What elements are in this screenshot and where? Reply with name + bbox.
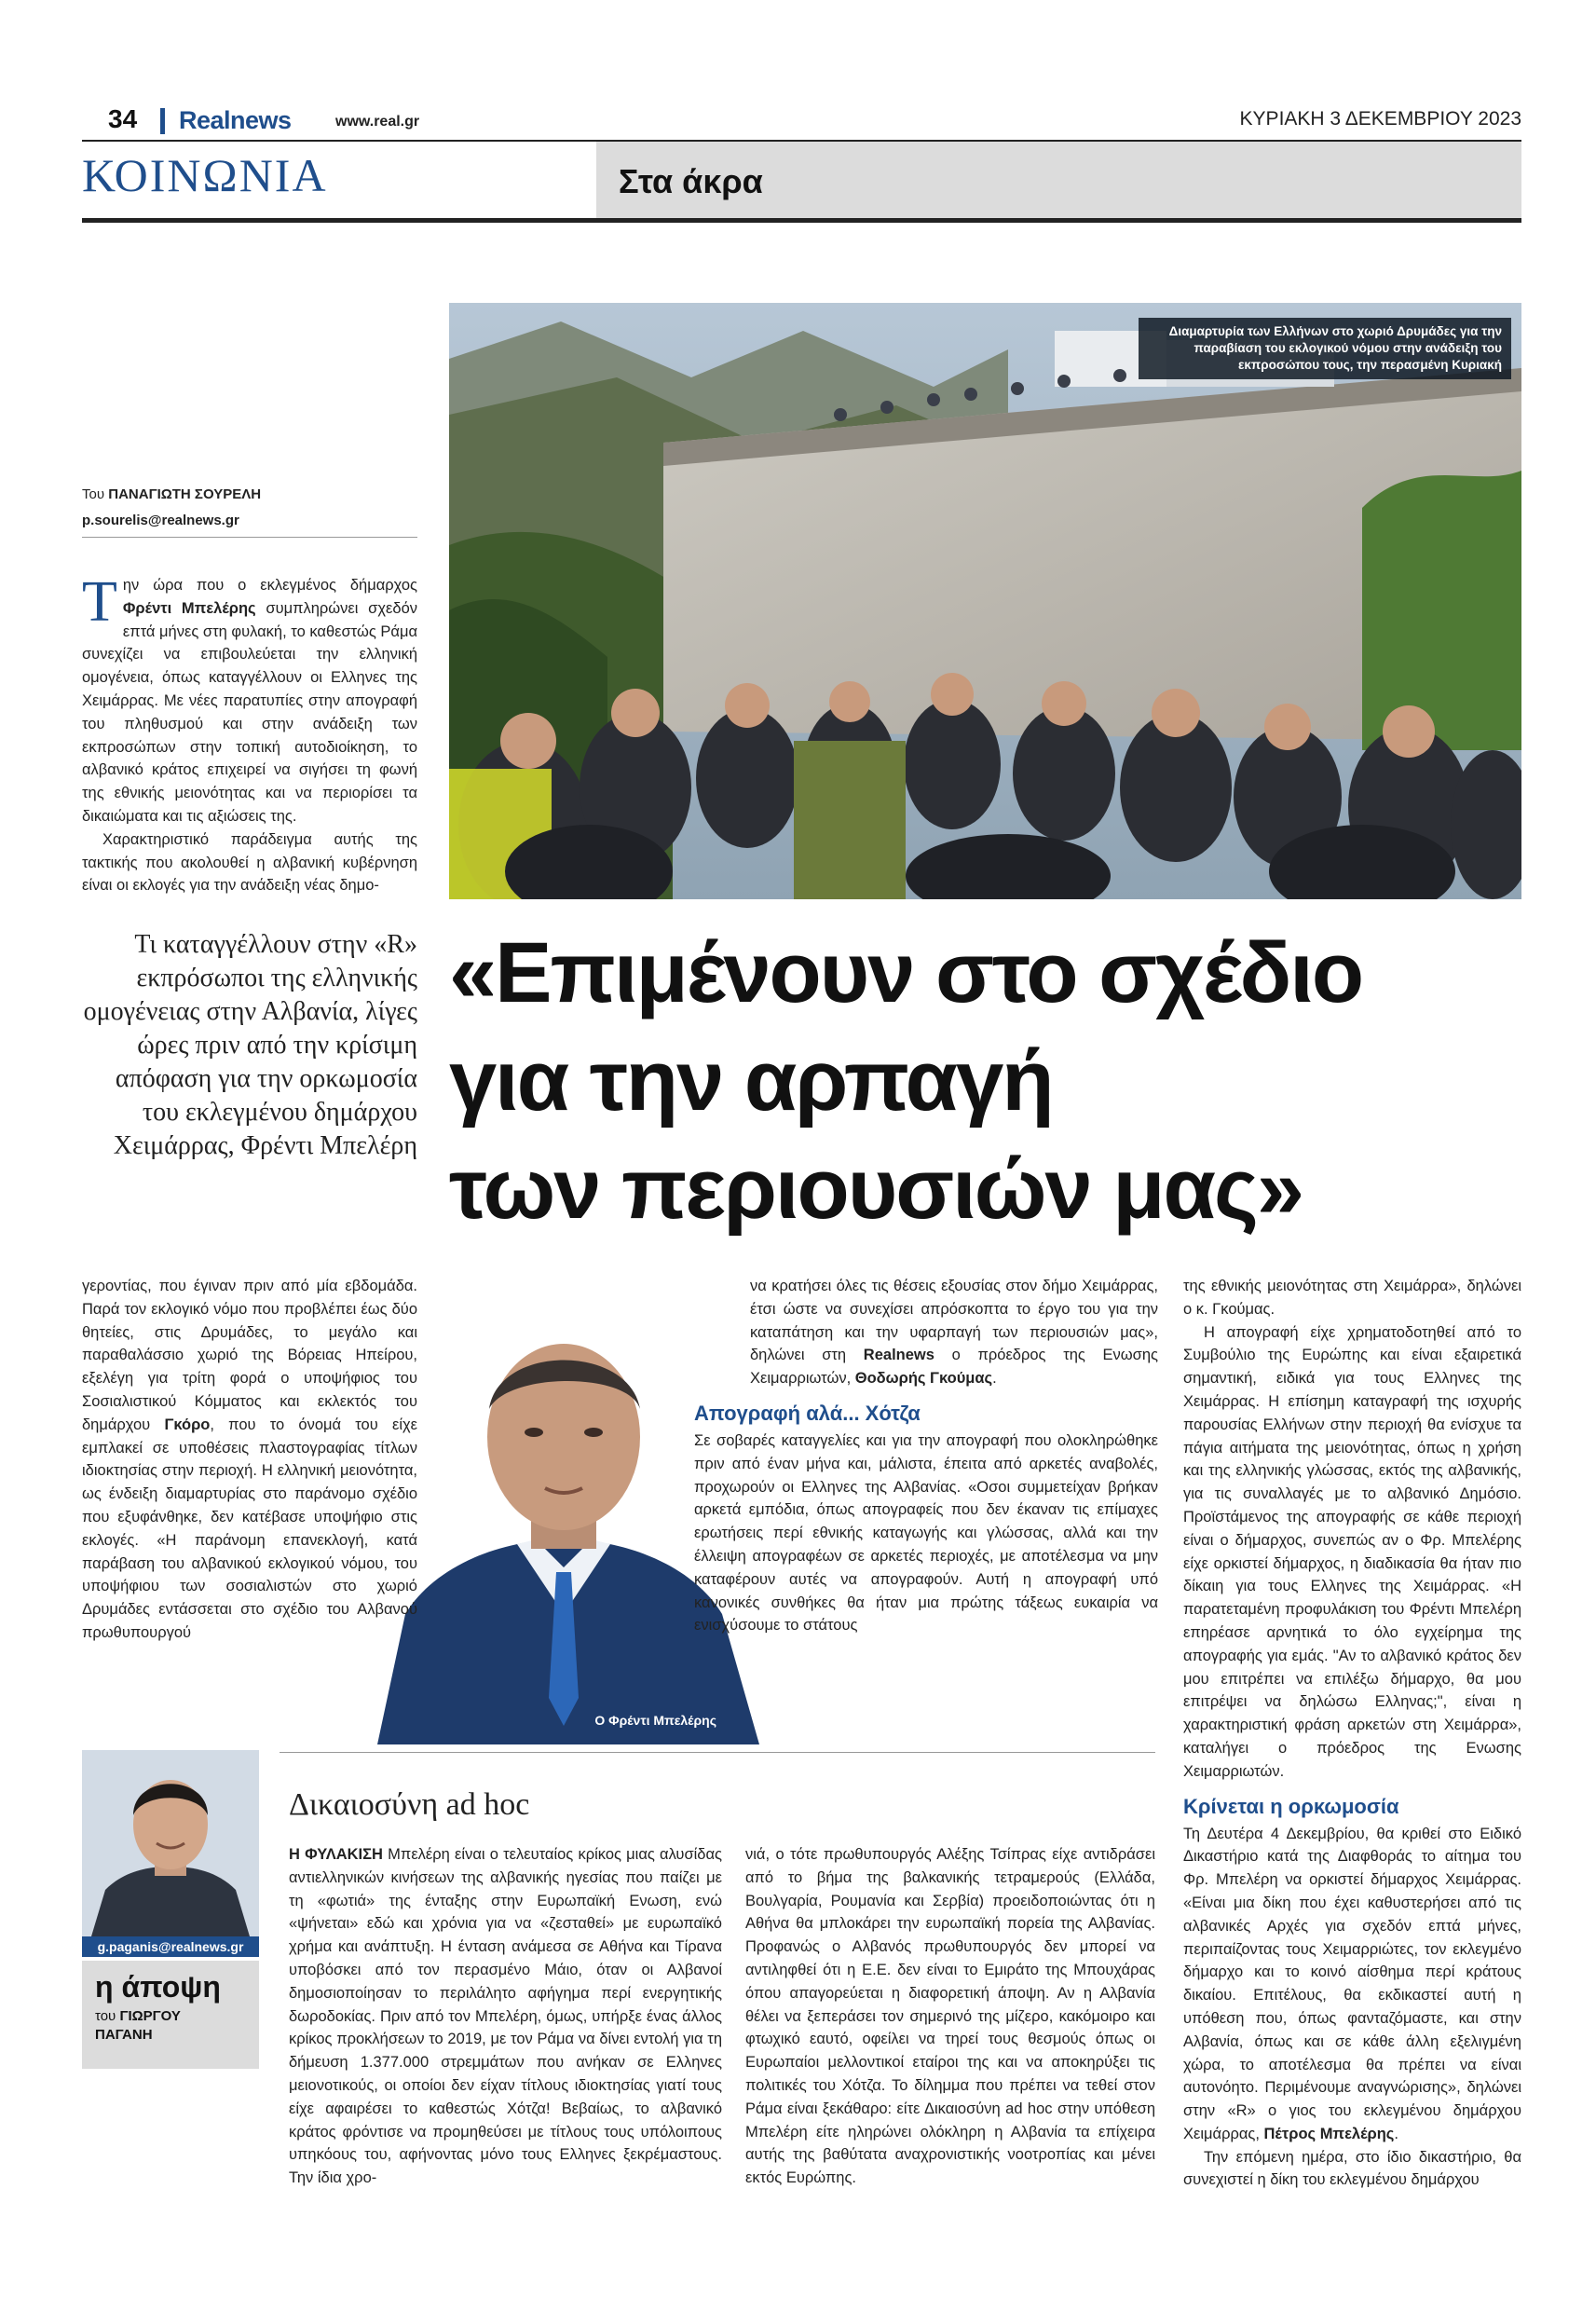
section-rule <box>82 218 1521 223</box>
byline <box>82 486 261 502</box>
columnist-illustration <box>82 1750 259 1936</box>
opinion-column-2 <box>745 1843 1155 2190</box>
body-paragraph: Τη Δευτέρα 4 Δεκεμβρίου, θα κριθεί στο Ειδικό Δικαστήριο κατά της Διαφθοράς το αίτημα του Φρ. Μπελέρη να ορκιστεί δήμαρχος Χειμάρρας. «Είναι μια δίκη που έχει καθυστερήσει από τις αλβανικές Αρχές για σχεδόν επτά μήνες, περιπαίζοντας τους Χειμαρριώτες, τον εκλεγμένο δήμαρχο και το κοινό αίσθημα περί κράτους δικαίου. Επιτέλους, θα εκδικαστεί αυτή η υπόθεση που, όπως φανταζόμαστε, και στην Αλβανία, όπως και σε κάθε άλλη εξελιγμένη χώρα, το αποτέλεσμα θα πρέπει να είναι αυτονόητο. Περιμένουμε αναγνώρισης», δηλώνει στην «R» ο γιος του εκλεγμένου δημάρχου Χειμάρρας, Πέτρος Μπελέρης. <box>1183 1825 1521 2142</box>
opinion-paragraph: νιά, ο τότε πρωθυπουργός Αλέξης Τσίπρας είχε αντιδράσει από το βήμα της βαλκανικής τετραμερούς (Ελλάδα, Βουλγαρία, Ρουμανία και Σερβία) προειδοποιώντας ότι η Αθήνα θα μπλοκάρει την ευρωπαϊκή πορεία της Αλβανίας. Προφανώς ο Αλβανός πρωθυπουργός δεν μπορεί να αντιληφθεί ότι η Ε.Ε. δεν είναι το Εμιράτο της Μπουχάρας όπου απαγορεύεται η διαφορετική άποψη. Αν η Αλβανία θέλει να ξεπεράσει τον σημερινό της μίζερο, κακόμοιρο και φτωχικό εαυτό, οφείλει να τηρεί τους θεσμούς όπως οι Ευρωπαίοι μελλοντικοί εταίροι της και να αποκηρύξει τις πολιτικές του Χότζα. Το δίλημμα που πρέπει να τεθεί στον Ράμα είναι ξεκάθαρο: είτε Δικαιοσύνη ad hoc στην υπόθεση Μπελέρη είτε ηληρώνει ολόκληρη η Αλβανία τα επίχειρα αυτής της βαθύτατα αναχρονιστικής νοοτροπίας και μένει εκτός Ευρώπης. <box>745 1846 1155 2187</box>
headline-line-3: των περιουσιών μας» <box>449 1142 1303 1237</box>
body-paragraph: γεροντίας, που έγιναν πριν από μία εβδομάδα. Παρά τον εκλογικό νόμο που προβλέπει έως δύο θητείες, στις Δρυμάδες, το μεγάλο και παραθαλάσσιο χωριό της Βόρειας Ηπείρου, εξελέγη για τρίτη φορά ο υποψήφιος του Σοσιαλιστικού Κόμματος και εκλεκτός του δημάρχου Γκόρο, που το όνομά του είχε εμπλακεί σε υποθέσεις πλαστογραφίας τίτλων ιδιοκτησίας στην περιοχή. Η ελληνική μειονότητα, ως ένδειξη διαμαρτυρίας στο παράνομο σχέδιο που εξυφάνθηκε, δεν κατέβασε υποψήφιο στις εκλογές. «Η παράνομη επανεκλογή, κατά παράβαση του αλβανικού εκλογικού νόμου, του υποψήφιου των σοσιαλιστών στο χωριό Δρυμάδες εντάσσεται στο σχέδιο του Αλβανού πρωθυπουργού <box>82 1278 418 1641</box>
headline <box>449 919 1521 1243</box>
issue-date: ΚΥΡΙΑΚΗ 3 ΔΕΚΕΜΒΡΙΟΥ 2023 <box>1239 108 1521 130</box>
columnist-photo <box>82 1750 259 1936</box>
intro-paragraph-2: Χαρακτηριστικό παράδειγμα αυτής της τακτικής που ακολουθεί η αλβανική κυβέρνηση είναι οι εκλογές για την ανάδειξη νέας δημο- <box>82 830 417 895</box>
subheading-swearing: Κρίνεται η ορκωμοσία <box>1183 1794 1399 1818</box>
headline-line-1: «Επιμένουν στο σχέδιο <box>449 925 1363 1020</box>
body-paragraph: της εθνικής μειονότητας στη Χειμάρρα», δηλώνει ο κ. Γκούμας. <box>1183 1278 1521 1318</box>
opinion-rule <box>280 1752 1155 1753</box>
columnist-email[interactable]: g.paganis@realnews.gr <box>82 1936 259 1957</box>
portrait-caption: Ο Φρέντι Μπελέρης <box>594 1713 716 1728</box>
page-number: 34 <box>108 104 138 133</box>
website: www.real.gr <box>335 114 420 130</box>
opinion-paragraph: Η ΦΥΛΑΚΙΣΗ Μπελέρη είναι ο τελευταίος κρίκος μιας αλυσίδας αντιελληνικών κινήσεων της αλβανικής ηγεσίας που παίζει με τη «φωτιά» της ένταξης στην Ευρωπαϊκή Ενωση, ενώ «ψήνεται» εδώ και χρόνια για να «ζεσταθεί» με ευρωπαϊκό χρήμα και ανάπτυξη. Η ένταση ανάμεσα σε Αθήνα και Τίρανα υποβόσκει από τον περασμένο Μάιο, όταν οι Αλβανοί δημοσιοποίησαν το περιλάλητο αφήγημα περί ενεργητικής δωροδοκίας. Πριν από τον Μπελέρη, όμως, υπήρξε ένας άλλος κρίκος προκλήσεων το 2019, με τον Ράμα να δίνει εντολή για τη δήμευση 1.377.000 στρεμμάτων που ανήκαν σε Ελληνες μειονοτικούς, οι οποίοι δεν είχαν τίτλους ιδιοκτησίας γιατί τους είχε αφαιρέσει το καθεστώς Χότζα! Βεβαίως, το αλβανικό κράτος φρόντισε να προμηθεύσει με τίτλους τους υπόλοιπους υπηκόους του, αφήνοντας μόνο τους Ελληνες ξεκρέμαστους. Την ίδια χρο- <box>289 1846 722 2187</box>
opinion-label: η άποψη <box>95 1970 221 2004</box>
page-header <box>82 104 1521 142</box>
opinion-label-box <box>82 1961 259 2069</box>
body-paragraph: να κρατήσει όλες τις θέσεις εξουσίας στον δήμο Χειμάρρας, έτσι ώστε να συνεχίσει απρόσκοπτα το έργο του για την καταπάτηση και την υφαρπαγή των περιουσιών μας», δηλώνει στη Realnews ο πρόεδρος της Ενωσης Χειμαρριωτών, Θοδωρής Γκούμας. <box>750 1278 1158 1388</box>
subsection-title: Στα άκρα <box>619 162 763 200</box>
headline-line-2: για την αρπαγή <box>449 1033 1053 1129</box>
drop-cap: Τ <box>82 570 117 634</box>
opinion-title: Δικαιοσύνη ad hoc <box>289 1787 530 1822</box>
byline-prefix: Του <box>82 486 109 502</box>
body-column-1 <box>82 1275 417 1645</box>
intro-column <box>82 570 417 897</box>
protest-scene-illustration <box>449 303 1521 899</box>
body-column-2 <box>694 1275 1158 1637</box>
photo-caption: Διαμαρτυρία των Ελλήνων στο χωριό Δρυμάδες για την παραβίαση του εκλογικού νόμου στην ανάδειξη του εκπροσώπου τους, την περασμένη Κυριακή <box>1139 318 1511 379</box>
protest-photo <box>449 303 1521 899</box>
body-paragraph: Σε σοβαρές καταγγελίες και για την απογραφή που ολοκληρώθηκε πριν από έναν μήνα και, μάλιστα, έπειτα από αρκετές αναβολές, προχωρούν οι Ελληνες της Αλβανίας. «Οσοι συμμετείχαν βρήκαν αρκετά εμπόδια, όπως απογραφείς που δεν έκαναν τις επίμαχες ερωτήσεις περί εθνικής καταγωγής και γλώσσας, αλλά και την έλλειψη απογραφέων σε αρκετές περιοχές, με αποτέλεσμα να μην καταφέρουν αυτές να απογραφούν. Αυτή η απογραφή υπό κανονικές συνθήκες θα ήταν μια πρώτης τάξεως ευκαιρία να ενισχύσουμε το στάτους <box>694 1431 1158 1635</box>
section-title: ΚΟΙΝΩΝΙΑ <box>82 149 328 201</box>
header-separator <box>160 108 165 134</box>
body-column-3 <box>1183 1275 1521 2192</box>
subsection-bar <box>596 142 1521 220</box>
byline-rule <box>82 537 417 538</box>
opinion-author: του ΓΙΩΡΓΟΥ ΠΑΓΑΝΗ <box>95 2008 181 2043</box>
opinion-column-1 <box>289 1843 722 2190</box>
intro-paragraph: Την ώρα που ο εκλεγμένος δήμαρχος Φρέντι Μπελέρης συμπληρώνει σχεδόν επτά μήνες στη φυλακή, το καθεστώς Ράμα συνεχίζει να επιβουλεύεται την ελληνική ομογένεια, όπως καταγγέλλουν οι Ελληνες της Χειμάρρας. Με νέες παρατυπίες στην απογραφή του πληθυσμού και στην ανάδειξη των εκπροσώπων στην τοπική αυτοδιοίκηση, το αλβανικό κράτος επιχειρεί να σιγήσει τη φωνή της εθνικής μειονότητας και να περιορίσει τα δικαιώματα και τις αξιώσεις της. <box>82 570 417 825</box>
brand-logo: Realnews <box>179 106 292 134</box>
standfirst: Τι καταγγέλλουν στην «R» εκπρόσωποι της ελληνικής ομογένειας στην Αλβανία, λίγες ώρες πριν από την κρίσιμη απόφαση για την ορκωμοσία του εκλεγμένου δημάρχου Χειμάρρας, Φρέντι Μπελέρη <box>83 930 417 1160</box>
byline-email[interactable]: p.sourelis@realnews.gr <box>82 513 239 528</box>
byline-author: ΠΑΝΑΓΙΩΤΗ ΣΟΥΡΕΛΗ <box>108 486 262 502</box>
body-paragraph: Την επόμενη ημέρα, στο ίδιο δικαστήριο, θα συνεχιστεί η δίκη του εκλεγμένου δημάρχου <box>1183 2148 1521 2189</box>
body-paragraph: Η απογραφή είχε χρηματοδοτηθεί από το Συμβούλιο της Ευρώπης και είναι εξαιρετικά σημαντική, ειδικά για τους Ελληνες της Χειμάρρας. Η επίσημη καταγραφή της ισχυρής παρουσίας Ελλήνων στην περιοχή θα ενίσχυε τα πάγια αιτήματα της μειονότητας, όπως η χρήση και της ελληνικής γλώσσας, εκτός της αλβανικής, για τις συναλλαγές με το αλβανικό Δημόσιο. Προϊστάμενος της απογραφής σε κάθε περιοχή είναι ο δήμαρχος, συνεπώς αν ο Φρ. Μπελέρης είχε ορκιστεί δήμαρχος, η διαδικασία θα ήταν πιο δίκαιη για τους Ελληνες της Χειμάρρας. «Η παρατεταμένη προφυλάκιση του Φρέντι Μπελέρη επηρέασε αρνητικά το όλο εγχείρημα της απογραφής για εμάς. "Αν το αλβανικό κράτος δεν μου επιτρέπει να επιλέξω δήμαρχο, θα μου επιτρέψει να δηλώσω Ελληνας;", είναι η χαρακτηριστική φράση αρκετών στη Χειμάρρα», καταλήγει ο πρόεδρος της Ενωσης Χειμαρριωτών. <box>1183 1323 1521 1780</box>
subheading-census: Απογραφή αλά... Χότζα <box>694 1401 921 1425</box>
